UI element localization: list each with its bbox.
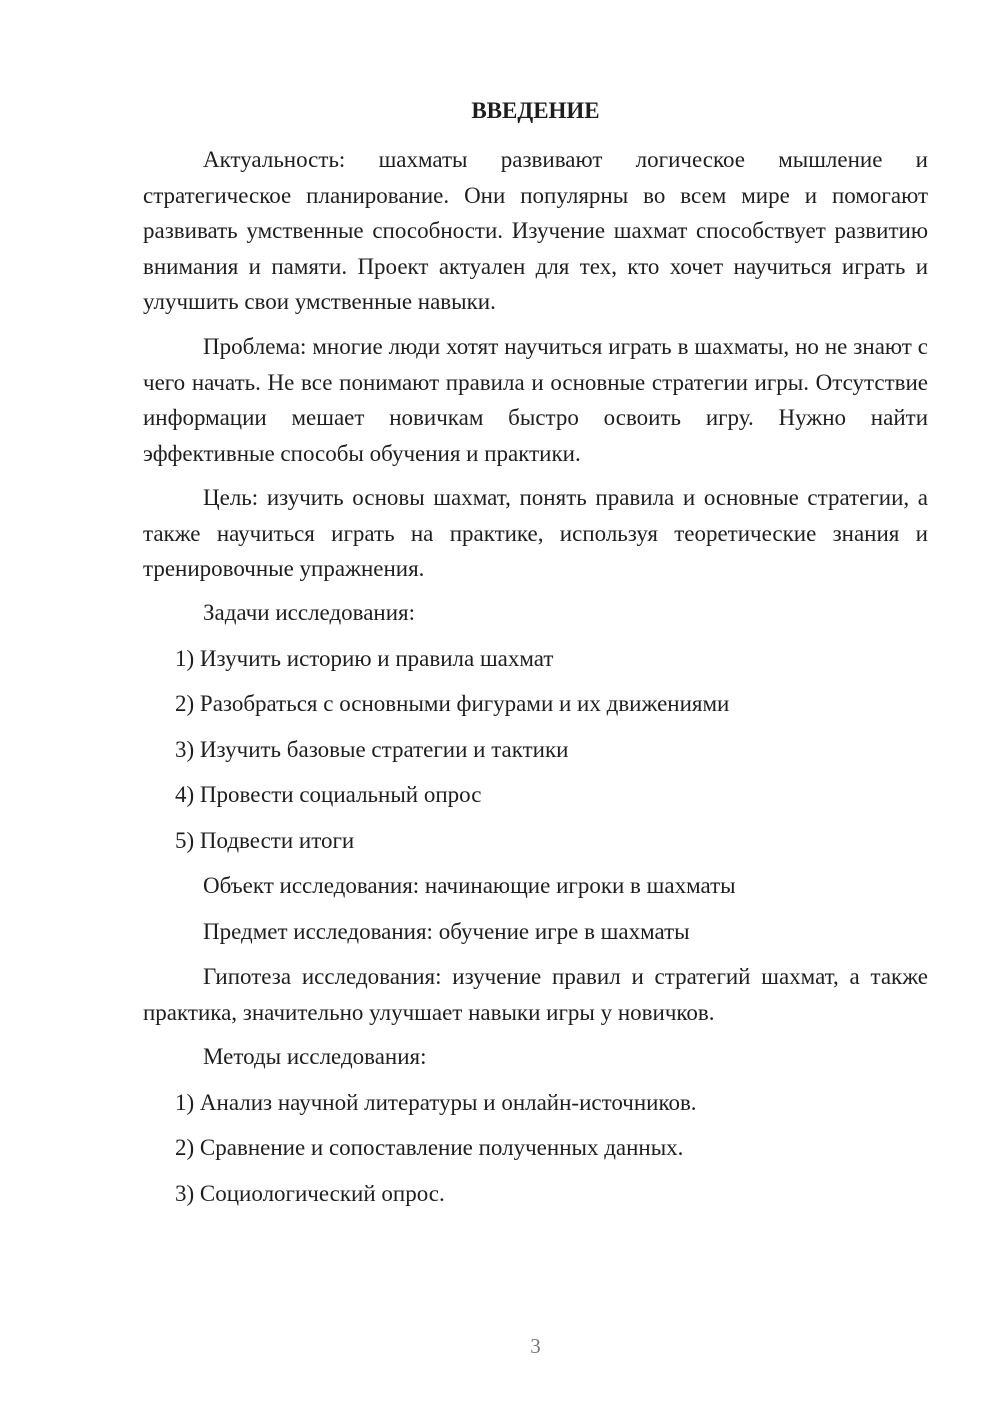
methods-heading: Методы исследования: bbox=[203, 1044, 427, 1069]
section-title: ВВЕДЕНИЕ bbox=[471, 98, 600, 123]
goal-paragraph: Цель: изучить основы шахмат, понять правила и основные стратегии, а также научиться играть на практике, используя теоретические знания и тренировочные упражнения. bbox=[143, 485, 928, 581]
document-page bbox=[143, 0, 928, 1414]
method-item: 2) Сравнение и сопоставление полученных данных. bbox=[175, 1135, 684, 1160]
task-item: 2) Разобраться с основными фигурами и их движениями bbox=[175, 691, 730, 716]
task-item: 1) Изучить историю и правила шахмат bbox=[175, 646, 554, 671]
hypothesis-paragraph: Гипотеза исследования: изучение правил и стратегий шахмат, а также практика, значительно улучшает навыки игры у новичков. bbox=[143, 964, 928, 1025]
relevance-paragraph: Актуальность: шахматы развивают логическое мышление и стратегическое планирование. Они популярны во всем мире и помогают развивать умственные способности. Изучение шахмат способствует развитию внимания и памяти. Проект актуален для тех, кто хочет научиться играть и улучшить свои умственные навыки. bbox=[143, 147, 928, 314]
research-object: Объект исследования: начинающие игроки в шахматы bbox=[203, 873, 736, 898]
tasks-heading: Задачи исследования: bbox=[203, 600, 416, 625]
task-item: 4) Провести социальный опрос bbox=[175, 782, 482, 807]
method-item: 3) Социологический опрос. bbox=[175, 1181, 445, 1206]
problem-paragraph: Проблема: многие люди хотят научиться играть в шахматы, но не знают с чего начать. Не все понимают правила и основные стратегии игры. Отсутствие информации мешает новичкам быстро освоить игру. Нужно найти эффективные способы обучения и практики. bbox=[143, 334, 928, 466]
method-item: 1) Анализ научной литературы и онлайн-источников. bbox=[175, 1090, 697, 1115]
task-item: 5) Подвести итоги bbox=[175, 828, 355, 853]
task-item: 3) Изучить базовые стратегии и тактики bbox=[175, 737, 569, 762]
research-subject: Предмет исследования: обучение игре в шахматы bbox=[203, 919, 690, 944]
page-number: 3 bbox=[530, 1334, 541, 1358]
